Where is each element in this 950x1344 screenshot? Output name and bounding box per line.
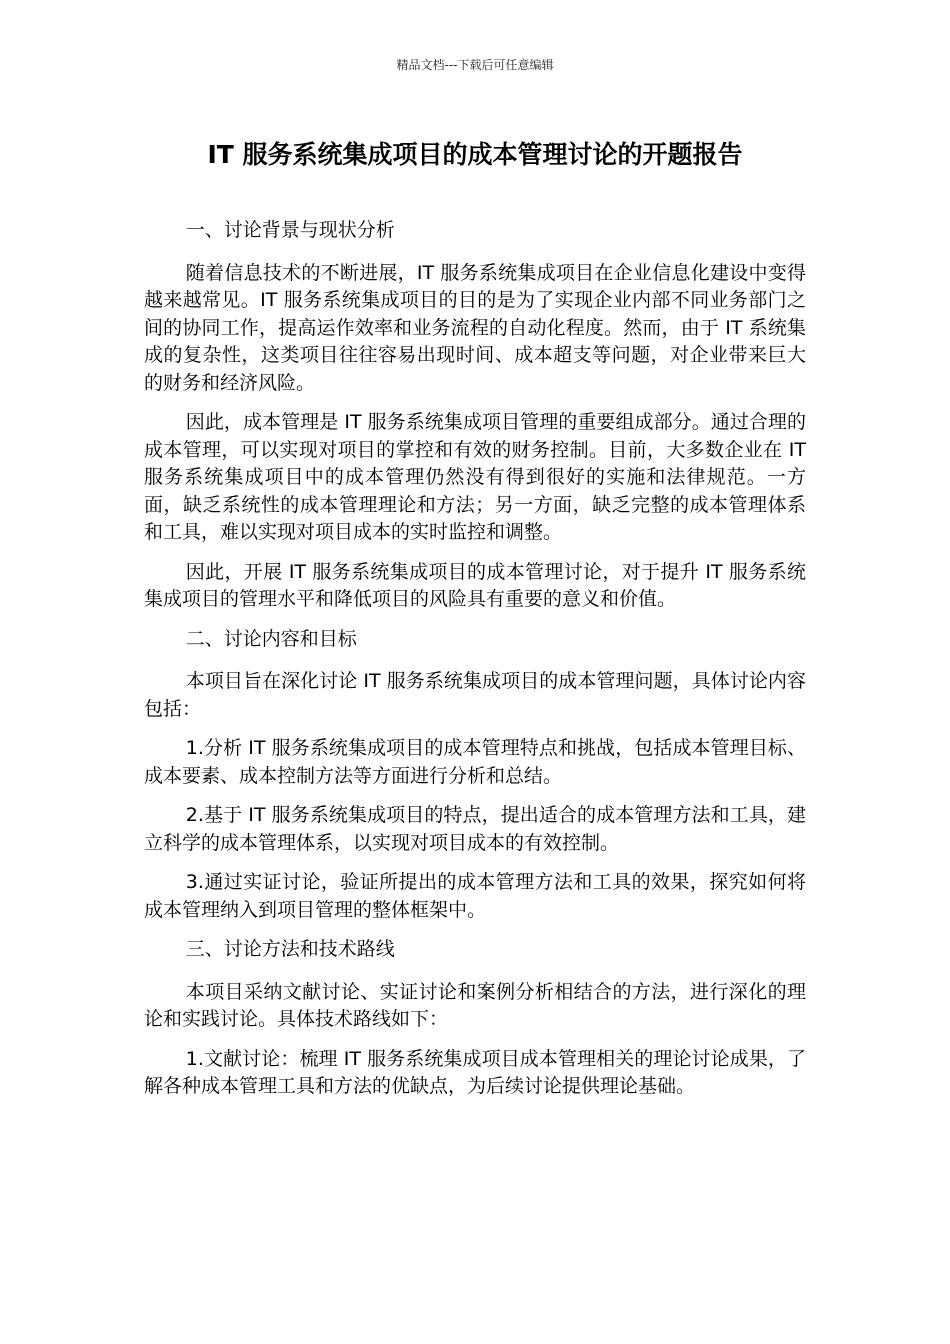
page-header-note: 精品文档---下载后可任意编辑	[396, 58, 554, 72]
list-item-paragraph: 1.分析 IT 服务系统集成项目的成本管理特点和挑战，包括成本管理目标、成本要素、成本控制方法等方面进行分析和总结。	[144, 737, 806, 787]
body-paragraph: 因此，成本管理是 IT 服务系统集成项目管理的重要组成部分。通过合理的成本管理，可以实现对项目的掌控和有效的财务控制。目前，大多数企业在 IT 服务系统集成项目中的成本管理仍然没有得到很好的实施和法律规范。一方面，缺乏系统性的成本管理理论和方法；另一方面，缺乏完整的成本管理体系和工具，难以实现对项目成本的实时监控和调整。	[144, 411, 806, 543]
document-title: IT 服务系统集成项目的成本管理讨论的开题报告	[207, 140, 743, 169]
section-heading: 二、讨论内容和目标	[185, 627, 357, 650]
body-paragraph: 随着信息技术的不断进展，IT 服务系统集成项目在企业信息化建设中变得越来越常见。IT 服务系统集成项目的目的是为了实现企业内部不同业务部门之间的协同工作，提高运作效率和业务流程的自动化程度。然而，由于 IT 系统集成的复杂性，这类项目往往容易出现时间、成本超支等问题，对企业带来巨大的财务和经济风险。	[144, 261, 806, 394]
list-item-paragraph: 1.文献讨论：梳理 IT 服务系统集成项目成本管理相关的理论讨论成果，了解各种成本管理工具和方法的优缺点，为后续讨论提供理论基础。	[144, 1047, 806, 1097]
section-heading: 三、讨论方法和技术路线	[185, 938, 395, 960]
list-item-paragraph: 3.通过实证讨论，验证所提出的成本管理方法和工具的效果，探究如何将成本管理纳入到项目管理的整体框架中。	[144, 871, 806, 921]
list-item-paragraph: 2.基于 IT 服务系统集成项目的特点，提出适合的成本管理方法和工具，建立科学的成本管理体系，以实现对项目成本的有效控制。	[144, 804, 806, 854]
body-paragraph: 本项目旨在深化讨论 IT 服务系统集成项目的成本管理问题，具体讨论内容包括：	[144, 670, 806, 720]
body-paragraph: 因此，开展 IT 服务系统集成项目的成本管理讨论，对于提升 IT 服务系统集成项目的管理水平和降低项目的风险具有重要的意义和价值。	[144, 560, 806, 610]
section-heading: 一、讨论背景与现状分析	[185, 219, 395, 241]
body-paragraph: 本项目采纳文献讨论、实证讨论和案例分析相结合的方法，进行深化的理论和实践讨论。具体技术路线如下：	[144, 980, 806, 1030]
document-body	[144, 217, 806, 1113]
